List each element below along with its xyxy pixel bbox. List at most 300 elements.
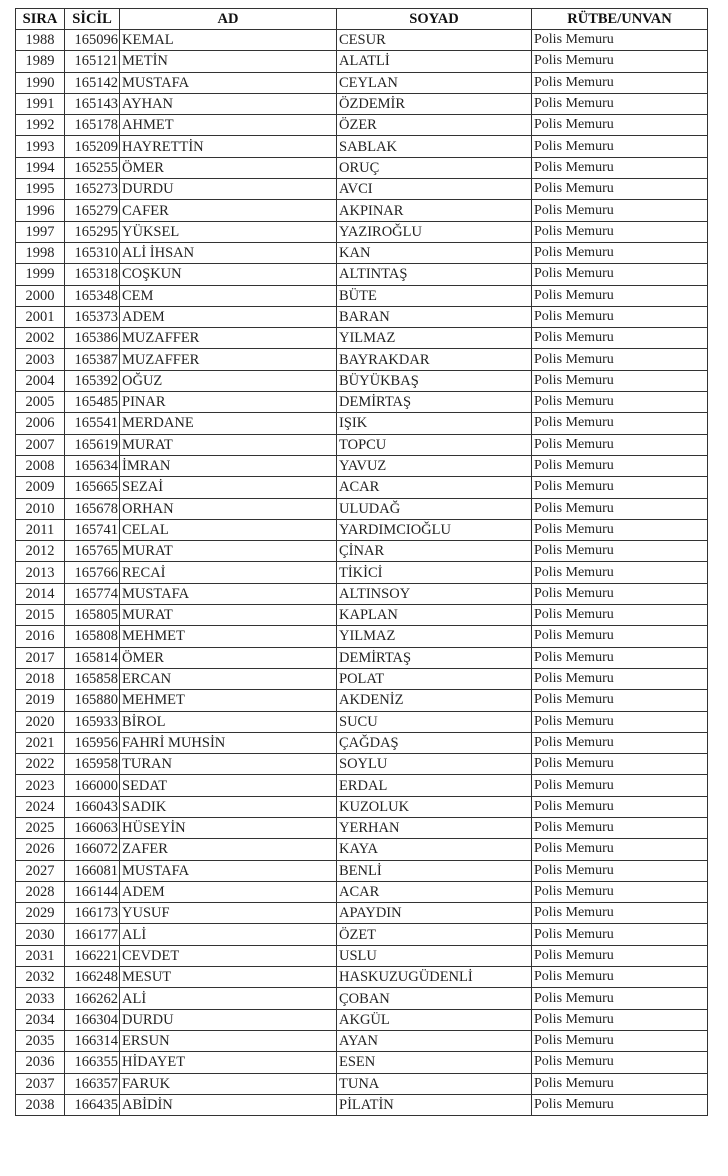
cell-sira: 1990	[16, 72, 65, 93]
cell-rutbe: Polis Memuru	[532, 392, 708, 413]
cell-ad: ERCAN	[120, 668, 337, 689]
cell-sira: 1993	[16, 136, 65, 157]
table-row	[16, 306, 708, 327]
cell-rutbe: Polis Memuru	[532, 690, 708, 711]
cell-sira: 2025	[16, 817, 65, 838]
cell-sira: 2002	[16, 328, 65, 349]
cell-rutbe: Polis Memuru	[532, 349, 708, 370]
cell-rutbe: Polis Memuru	[532, 1030, 708, 1051]
cell-soyad: AYAN	[337, 1030, 532, 1051]
cell-soyad: ALATLİ	[337, 51, 532, 72]
cell-rutbe: Polis Memuru	[532, 605, 708, 626]
cell-rutbe: Polis Memuru	[532, 988, 708, 1009]
cell-soyad: SUCU	[337, 711, 532, 732]
cell-sicil: 165619	[65, 434, 120, 455]
cell-rutbe: Polis Memuru	[532, 562, 708, 583]
cell-soyad: BARAN	[337, 306, 532, 327]
cell-rutbe: Polis Memuru	[532, 51, 708, 72]
cell-rutbe: Polis Memuru	[532, 881, 708, 902]
cell-ad: MUZAFFER	[120, 328, 337, 349]
cell-soyad: ALTINTAŞ	[337, 264, 532, 285]
table-row	[16, 498, 708, 519]
cell-soyad: DEMİRTAŞ	[337, 647, 532, 668]
table-row	[16, 200, 708, 221]
cell-ad: CELAL	[120, 519, 337, 540]
cell-soyad: YAVUZ	[337, 455, 532, 476]
table-row	[16, 988, 708, 1009]
cell-sira: 2017	[16, 647, 65, 668]
cell-ad: CAFER	[120, 200, 337, 221]
cell-sicil: 166248	[65, 967, 120, 988]
cell-soyad: BAYRAKDAR	[337, 349, 532, 370]
cell-sicil: 165121	[65, 51, 120, 72]
table-row	[16, 583, 708, 604]
cell-soyad: KUZOLUK	[337, 796, 532, 817]
cell-sira: 1991	[16, 93, 65, 114]
cell-soyad: KAN	[337, 242, 532, 263]
cell-rutbe: Polis Memuru	[532, 817, 708, 838]
table-row	[16, 903, 708, 924]
cell-sicil: 165279	[65, 200, 120, 221]
cell-rutbe: Polis Memuru	[532, 455, 708, 476]
cell-rutbe: Polis Memuru	[532, 93, 708, 114]
cell-ad: ALİ İHSAN	[120, 242, 337, 263]
cell-rutbe: Polis Memuru	[532, 626, 708, 647]
cell-ad: CEVDET	[120, 945, 337, 966]
cell-soyad: AKGÜL	[337, 1009, 532, 1030]
cell-ad: MERDANE	[120, 413, 337, 434]
header-soyad: SOYAD	[337, 9, 532, 30]
table-row	[16, 51, 708, 72]
cell-sicil: 165774	[65, 583, 120, 604]
cell-soyad: IŞIK	[337, 413, 532, 434]
table-row	[16, 1009, 708, 1030]
table-row	[16, 860, 708, 881]
cell-sira: 2035	[16, 1030, 65, 1051]
cell-sicil: 166043	[65, 796, 120, 817]
cell-sira: 2028	[16, 881, 65, 902]
header-rutbe: RÜTBE/UNVAN	[532, 9, 708, 30]
cell-sira: 1996	[16, 200, 65, 221]
cell-sicil: 165209	[65, 136, 120, 157]
cell-soyad: YARDIMCIOĞLU	[337, 519, 532, 540]
table-row	[16, 413, 708, 434]
cell-sicil: 165142	[65, 72, 120, 93]
table-row	[16, 541, 708, 562]
cell-rutbe: Polis Memuru	[532, 200, 708, 221]
cell-soyad: ÖZDEMİR	[337, 93, 532, 114]
cell-ad: YUSUF	[120, 903, 337, 924]
cell-soyad: AKPINAR	[337, 200, 532, 221]
cell-sira: 2032	[16, 967, 65, 988]
cell-rutbe: Polis Memuru	[532, 370, 708, 391]
cell-sicil: 166304	[65, 1009, 120, 1030]
table-row	[16, 881, 708, 902]
cell-rutbe: Polis Memuru	[532, 30, 708, 51]
cell-ad: HÜSEYİN	[120, 817, 337, 838]
table-row	[16, 796, 708, 817]
cell-ad: SADIK	[120, 796, 337, 817]
header-ad: AD	[120, 9, 337, 30]
cell-ad: İMRAN	[120, 455, 337, 476]
cell-rutbe: Polis Memuru	[532, 264, 708, 285]
cell-sicil: 165485	[65, 392, 120, 413]
table-row	[16, 157, 708, 178]
cell-sira: 2000	[16, 285, 65, 306]
cell-rutbe: Polis Memuru	[532, 285, 708, 306]
cell-soyad: ESEN	[337, 1052, 532, 1073]
cell-ad: BİROL	[120, 711, 337, 732]
cell-rutbe: Polis Memuru	[532, 519, 708, 540]
cell-sicil: 165255	[65, 157, 120, 178]
cell-sira: 2018	[16, 668, 65, 689]
table-row	[16, 519, 708, 540]
cell-sicil: 166355	[65, 1052, 120, 1073]
cell-sicil: 166221	[65, 945, 120, 966]
cell-sira: 2036	[16, 1052, 65, 1073]
cell-soyad: BENLİ	[337, 860, 532, 881]
cell-sicil: 166063	[65, 817, 120, 838]
cell-sira: 2005	[16, 392, 65, 413]
cell-ad: ÖMER	[120, 157, 337, 178]
cell-sicil: 165741	[65, 519, 120, 540]
cell-soyad: ÖZER	[337, 115, 532, 136]
table-row	[16, 179, 708, 200]
cell-sicil: 165541	[65, 413, 120, 434]
cell-ad: ORHAN	[120, 498, 337, 519]
cell-rutbe: Polis Memuru	[532, 860, 708, 881]
table-row	[16, 328, 708, 349]
table-row	[16, 349, 708, 370]
cell-sicil: 165318	[65, 264, 120, 285]
cell-ad: ÖMER	[120, 647, 337, 668]
cell-sicil: 165373	[65, 306, 120, 327]
cell-sira: 1989	[16, 51, 65, 72]
cell-rutbe: Polis Memuru	[532, 711, 708, 732]
cell-sira: 1994	[16, 157, 65, 178]
cell-sicil: 165808	[65, 626, 120, 647]
cell-sicil: 165805	[65, 605, 120, 626]
cell-ad: CEM	[120, 285, 337, 306]
table-row	[16, 1030, 708, 1051]
table-row	[16, 392, 708, 413]
cell-sicil: 165880	[65, 690, 120, 711]
cell-sicil: 165858	[65, 668, 120, 689]
table-row	[16, 115, 708, 136]
cell-rutbe: Polis Memuru	[532, 775, 708, 796]
personnel-table	[15, 8, 708, 1116]
cell-sira: 2009	[16, 477, 65, 498]
cell-ad: HİDAYET	[120, 1052, 337, 1073]
cell-soyad: ULUDAĞ	[337, 498, 532, 519]
cell-ad: MEHMET	[120, 626, 337, 647]
cell-ad: RECAİ	[120, 562, 337, 583]
cell-rutbe: Polis Memuru	[532, 541, 708, 562]
cell-sicil: 165143	[65, 93, 120, 114]
cell-ad: FARUK	[120, 1073, 337, 1094]
cell-soyad: PİLATİN	[337, 1094, 532, 1115]
cell-soyad: TUNA	[337, 1073, 532, 1094]
cell-ad: SEDAT	[120, 775, 337, 796]
cell-soyad: ACAR	[337, 881, 532, 902]
cell-sira: 1995	[16, 179, 65, 200]
cell-soyad: YILMAZ	[337, 328, 532, 349]
cell-sira: 1998	[16, 242, 65, 263]
cell-soyad: KAPLAN	[337, 605, 532, 626]
cell-sicil: 166144	[65, 881, 120, 902]
cell-ad: MURAT	[120, 541, 337, 562]
cell-rutbe: Polis Memuru	[532, 839, 708, 860]
cell-ad: AHMET	[120, 115, 337, 136]
table-row	[16, 136, 708, 157]
cell-ad: ZAFER	[120, 839, 337, 860]
table-row	[16, 562, 708, 583]
cell-rutbe: Polis Memuru	[532, 306, 708, 327]
cell-rutbe: Polis Memuru	[532, 647, 708, 668]
cell-soyad: YERHAN	[337, 817, 532, 838]
cell-ad: YÜKSEL	[120, 221, 337, 242]
cell-ad: MUSTAFA	[120, 72, 337, 93]
cell-rutbe: Polis Memuru	[532, 732, 708, 753]
cell-soyad: ERDAL	[337, 775, 532, 796]
cell-sicil: 165392	[65, 370, 120, 391]
cell-sira: 1992	[16, 115, 65, 136]
table-row	[16, 967, 708, 988]
cell-ad: MUSTAFA	[120, 583, 337, 604]
cell-ad: KEMAL	[120, 30, 337, 51]
cell-rutbe: Polis Memuru	[532, 945, 708, 966]
cell-soyad: ORUÇ	[337, 157, 532, 178]
table-row	[16, 711, 708, 732]
cell-sira: 2004	[16, 370, 65, 391]
cell-ad: TURAN	[120, 754, 337, 775]
cell-sira: 2010	[16, 498, 65, 519]
table-row	[16, 285, 708, 306]
cell-rutbe: Polis Memuru	[532, 498, 708, 519]
cell-soyad: ALTINSOY	[337, 583, 532, 604]
cell-soyad: BÜYÜKBAŞ	[337, 370, 532, 391]
table-row	[16, 647, 708, 668]
table-row	[16, 1094, 708, 1115]
cell-soyad: ACAR	[337, 477, 532, 498]
cell-ad: ADEM	[120, 881, 337, 902]
cell-rutbe: Polis Memuru	[532, 136, 708, 157]
cell-sicil: 165958	[65, 754, 120, 775]
cell-sicil: 165348	[65, 285, 120, 306]
cell-soyad: HASKUZUGÜDENLİ	[337, 967, 532, 988]
cell-sicil: 165956	[65, 732, 120, 753]
cell-soyad: POLAT	[337, 668, 532, 689]
cell-sira: 2006	[16, 413, 65, 434]
cell-ad: SEZAİ	[120, 477, 337, 498]
cell-sira: 2012	[16, 541, 65, 562]
cell-soyad: ÇİNAR	[337, 541, 532, 562]
cell-sicil: 165178	[65, 115, 120, 136]
cell-rutbe: Polis Memuru	[532, 903, 708, 924]
cell-sicil: 165765	[65, 541, 120, 562]
cell-rutbe: Polis Memuru	[532, 1052, 708, 1073]
table-row	[16, 1052, 708, 1073]
cell-sicil: 165096	[65, 30, 120, 51]
cell-sira: 2038	[16, 1094, 65, 1115]
cell-ad: MESUT	[120, 967, 337, 988]
cell-soyad: YILMAZ	[337, 626, 532, 647]
table-row	[16, 1073, 708, 1094]
cell-soyad: CESUR	[337, 30, 532, 51]
cell-rutbe: Polis Memuru	[532, 967, 708, 988]
header-sira: SIRA	[16, 9, 65, 30]
cell-sicil: 166435	[65, 1094, 120, 1115]
table-body	[16, 30, 708, 1116]
cell-ad: AYHAN	[120, 93, 337, 114]
cell-sira: 1997	[16, 221, 65, 242]
cell-ad: COŞKUN	[120, 264, 337, 285]
table-row	[16, 72, 708, 93]
table-row	[16, 93, 708, 114]
cell-ad: ADEM	[120, 306, 337, 327]
cell-sicil: 165766	[65, 562, 120, 583]
cell-sira: 2024	[16, 796, 65, 817]
cell-soyad: AKDENİZ	[337, 690, 532, 711]
cell-rutbe: Polis Memuru	[532, 179, 708, 200]
table-row	[16, 945, 708, 966]
table-row	[16, 754, 708, 775]
cell-sira: 2033	[16, 988, 65, 1009]
cell-ad: MURAT	[120, 434, 337, 455]
cell-sicil: 166081	[65, 860, 120, 881]
table-row	[16, 839, 708, 860]
cell-ad: MEHMET	[120, 690, 337, 711]
cell-sicil: 166000	[65, 775, 120, 796]
cell-soyad: ÖZET	[337, 924, 532, 945]
table-row	[16, 455, 708, 476]
cell-sira: 2031	[16, 945, 65, 966]
table-row	[16, 434, 708, 455]
table-row	[16, 690, 708, 711]
cell-ad: MURAT	[120, 605, 337, 626]
cell-ad: METİN	[120, 51, 337, 72]
cell-sira: 2020	[16, 711, 65, 732]
table-row	[16, 221, 708, 242]
cell-rutbe: Polis Memuru	[532, 413, 708, 434]
cell-ad: ABİDİN	[120, 1094, 337, 1115]
cell-sira: 2003	[16, 349, 65, 370]
table-row	[16, 626, 708, 647]
cell-rutbe: Polis Memuru	[532, 157, 708, 178]
cell-rutbe: Polis Memuru	[532, 1094, 708, 1115]
cell-soyad: CEYLAN	[337, 72, 532, 93]
table-row	[16, 668, 708, 689]
cell-sira: 2014	[16, 583, 65, 604]
cell-sira: 2008	[16, 455, 65, 476]
cell-sicil: 166357	[65, 1073, 120, 1094]
cell-sira: 2030	[16, 924, 65, 945]
cell-soyad: SOYLU	[337, 754, 532, 775]
cell-soyad: YAZIROĞLU	[337, 221, 532, 242]
cell-rutbe: Polis Memuru	[532, 583, 708, 604]
cell-ad: DURDU	[120, 1009, 337, 1030]
cell-sira: 2019	[16, 690, 65, 711]
cell-sicil: 165665	[65, 477, 120, 498]
cell-ad: FAHRİ MUHSİN	[120, 732, 337, 753]
header-sicil: SİCİL	[65, 9, 120, 30]
cell-rutbe: Polis Memuru	[532, 1009, 708, 1030]
cell-ad: ALİ	[120, 988, 337, 1009]
cell-sira: 2026	[16, 839, 65, 860]
cell-rutbe: Polis Memuru	[532, 328, 708, 349]
table-row	[16, 264, 708, 285]
cell-soyad: BÜTE	[337, 285, 532, 306]
cell-sira: 2011	[16, 519, 65, 540]
cell-rutbe: Polis Memuru	[532, 221, 708, 242]
table-row	[16, 924, 708, 945]
cell-rutbe: Polis Memuru	[532, 115, 708, 136]
cell-sira: 2034	[16, 1009, 65, 1030]
cell-ad: MUZAFFER	[120, 349, 337, 370]
cell-soyad: APAYDIN	[337, 903, 532, 924]
cell-ad: OĞUZ	[120, 370, 337, 391]
table-row	[16, 732, 708, 753]
table-row	[16, 242, 708, 263]
cell-soyad: ÇAĞDAŞ	[337, 732, 532, 753]
cell-rutbe: Polis Memuru	[532, 72, 708, 93]
cell-rutbe: Polis Memuru	[532, 477, 708, 498]
table-row	[16, 477, 708, 498]
cell-soyad: TİKİCİ	[337, 562, 532, 583]
cell-rutbe: Polis Memuru	[532, 668, 708, 689]
cell-sicil: 165678	[65, 498, 120, 519]
cell-rutbe: Polis Memuru	[532, 754, 708, 775]
header-row	[16, 9, 708, 30]
cell-sicil: 165273	[65, 179, 120, 200]
cell-sicil: 166173	[65, 903, 120, 924]
cell-soyad: KAYA	[337, 839, 532, 860]
cell-ad: MUSTAFA	[120, 860, 337, 881]
cell-sira: 2007	[16, 434, 65, 455]
table-row	[16, 605, 708, 626]
cell-rutbe: Polis Memuru	[532, 242, 708, 263]
cell-sira: 2027	[16, 860, 65, 881]
cell-rutbe: Polis Memuru	[532, 924, 708, 945]
cell-sira: 2001	[16, 306, 65, 327]
table-header	[16, 9, 708, 30]
cell-sicil: 165295	[65, 221, 120, 242]
cell-sira: 1988	[16, 30, 65, 51]
cell-sicil: 166072	[65, 839, 120, 860]
cell-sira: 2021	[16, 732, 65, 753]
cell-ad: ERSUN	[120, 1030, 337, 1051]
cell-sicil: 165933	[65, 711, 120, 732]
table-row	[16, 775, 708, 796]
cell-soyad: SABLAK	[337, 136, 532, 157]
cell-ad: PINAR	[120, 392, 337, 413]
table-row	[16, 817, 708, 838]
table-row	[16, 370, 708, 391]
cell-rutbe: Polis Memuru	[532, 434, 708, 455]
cell-sicil: 166177	[65, 924, 120, 945]
cell-ad: DURDU	[120, 179, 337, 200]
cell-soyad: AVCI	[337, 179, 532, 200]
cell-rutbe: Polis Memuru	[532, 1073, 708, 1094]
cell-ad: HAYRETTİN	[120, 136, 337, 157]
cell-soyad: DEMİRTAŞ	[337, 392, 532, 413]
cell-rutbe: Polis Memuru	[532, 796, 708, 817]
cell-sicil: 165310	[65, 242, 120, 263]
cell-sira: 1999	[16, 264, 65, 285]
cell-sira: 2037	[16, 1073, 65, 1094]
cell-sicil: 165634	[65, 455, 120, 476]
cell-sira: 2013	[16, 562, 65, 583]
